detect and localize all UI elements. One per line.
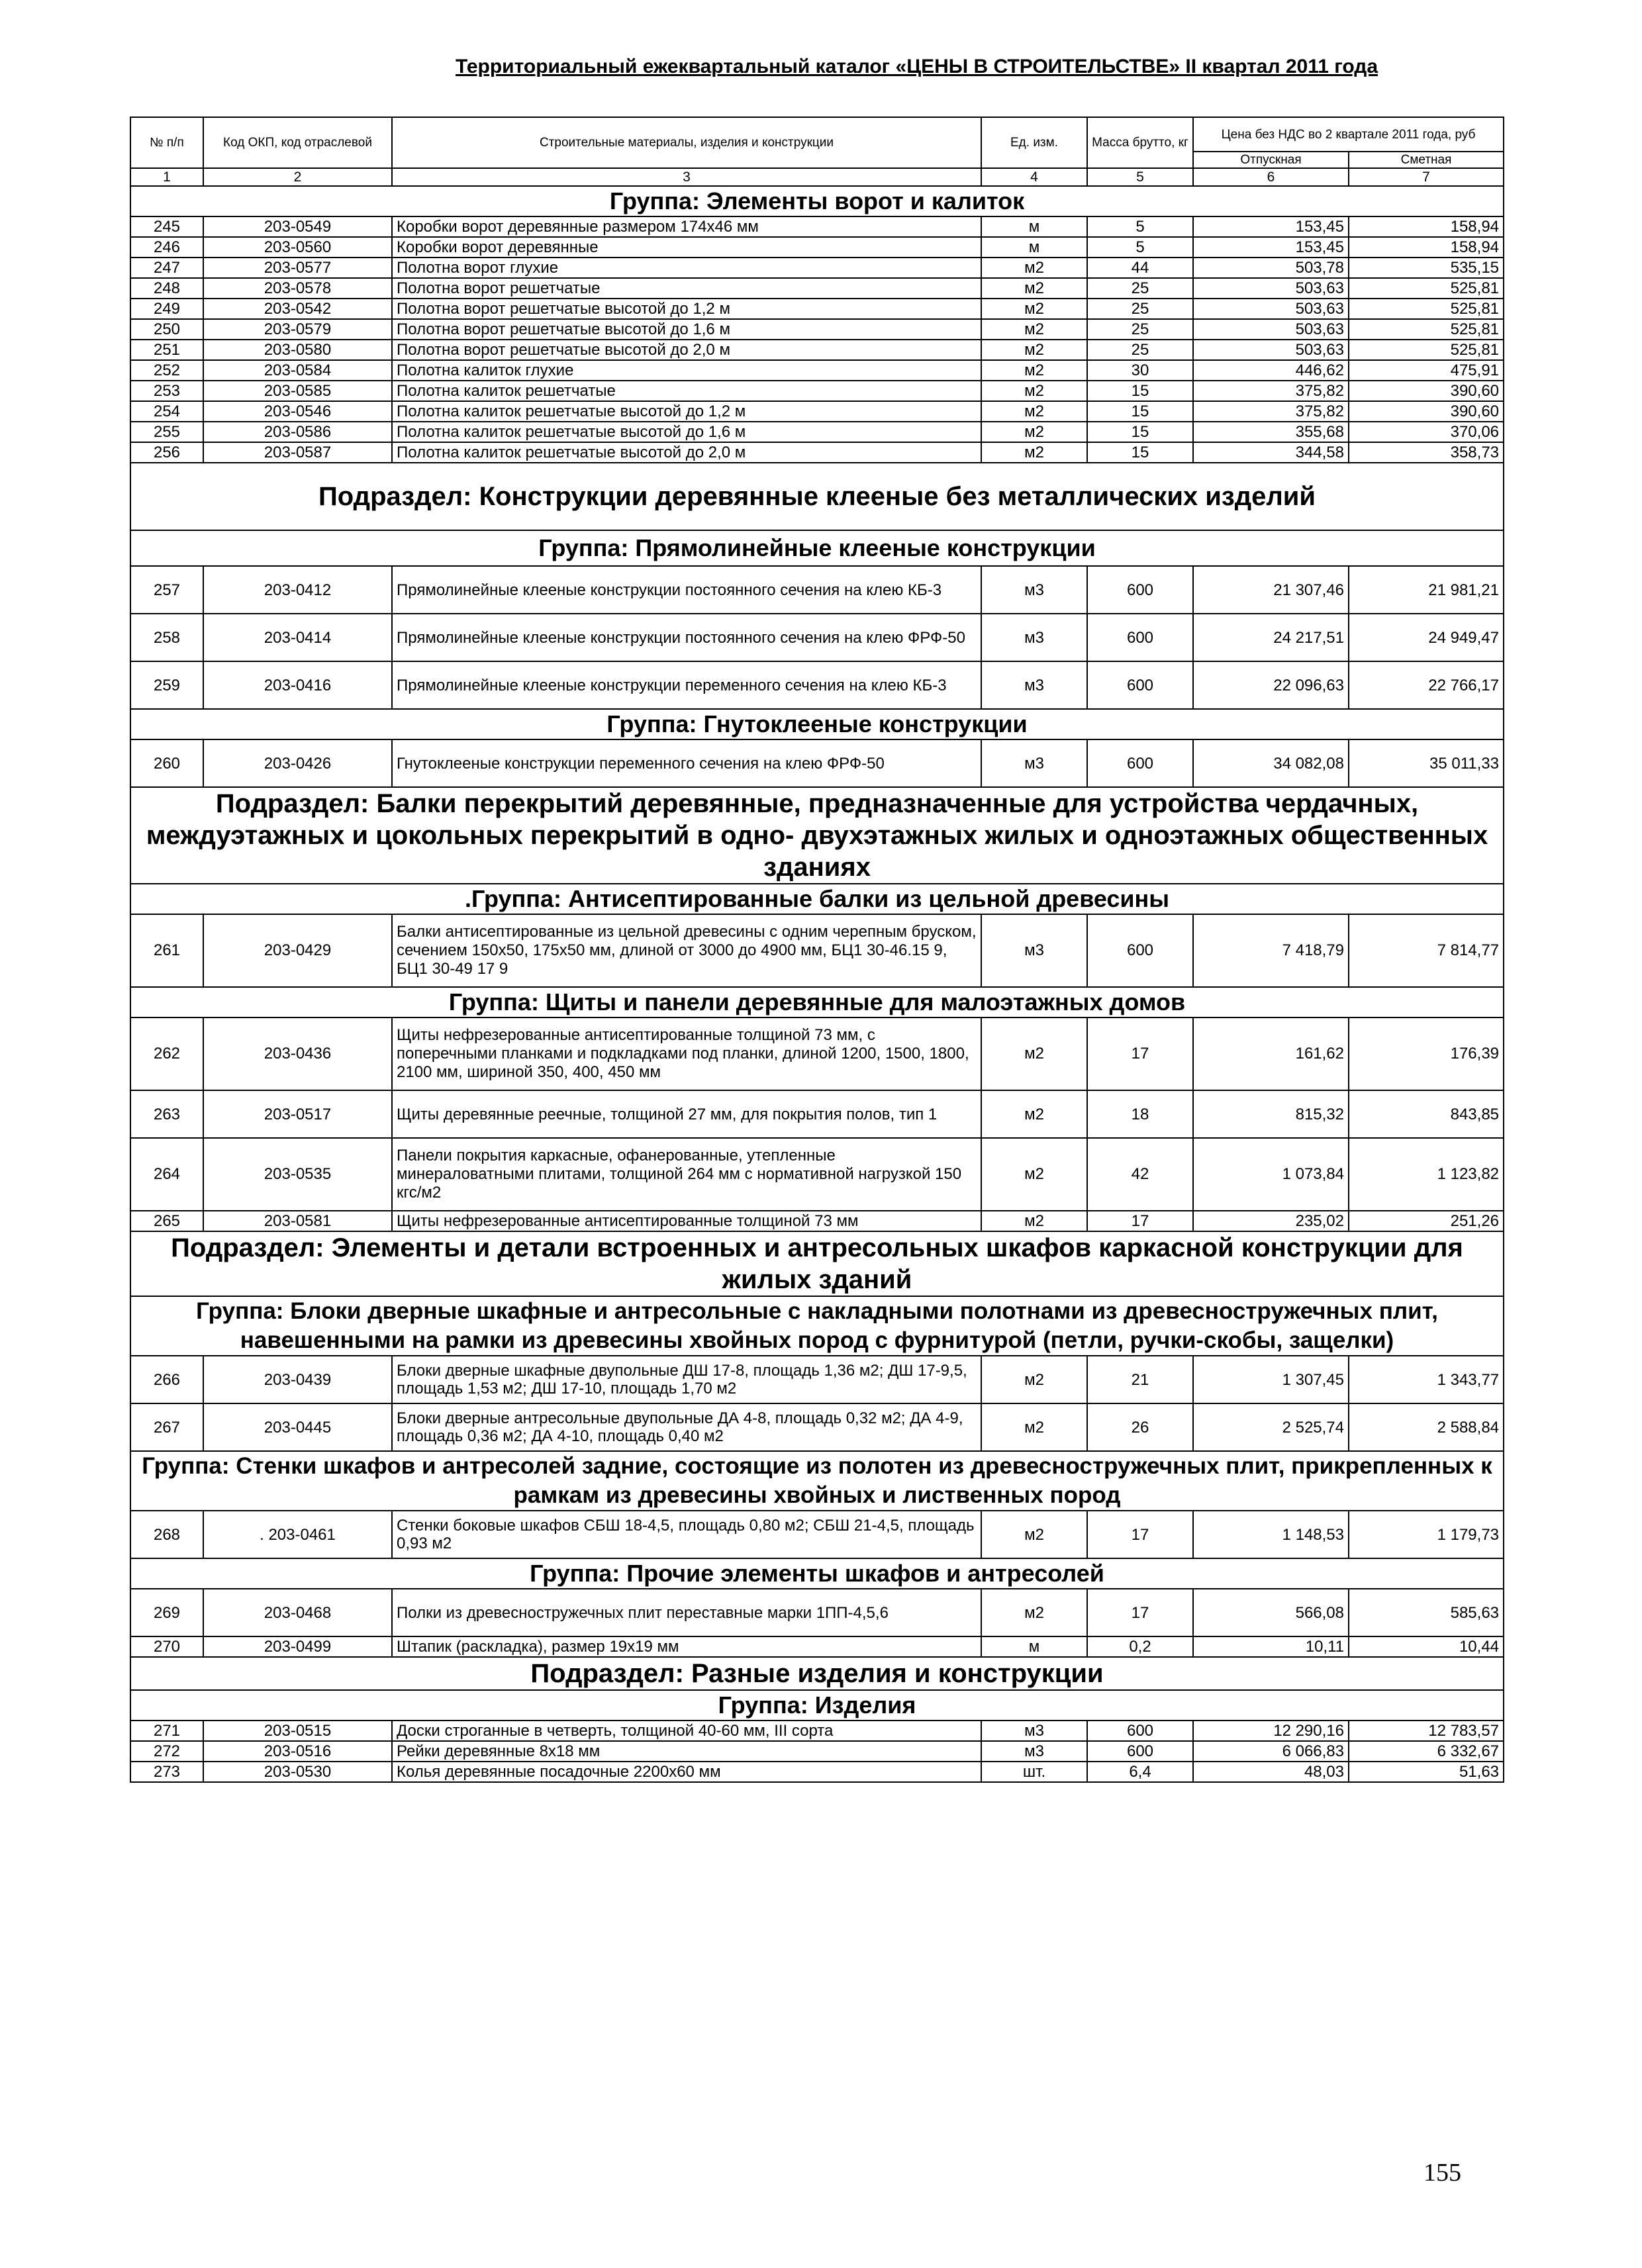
group-heading: Группа: Элементы ворот и калиток <box>130 186 1504 216</box>
table-row <box>130 914 1504 987</box>
table-row <box>130 661 1504 709</box>
price-release: 1 307,45 <box>1193 1356 1349 1403</box>
row-number: 257 <box>130 566 203 614</box>
okp-code: 203-0414 <box>203 614 392 661</box>
col-header-price-group: Цена без НДС во 2 квартале 2011 года, руб <box>1193 117 1504 152</box>
mass: 25 <box>1087 340 1193 360</box>
unit: м2 <box>981 422 1087 442</box>
row-number: 269 <box>130 1589 203 1636</box>
mass: 15 <box>1087 422 1193 442</box>
okp-code: 203-0587 <box>203 442 392 463</box>
price-release: 10,11 <box>1193 1636 1349 1657</box>
okp-code: 203-0439 <box>203 1356 392 1403</box>
okp-code: 203-0516 <box>203 1741 392 1762</box>
table-row <box>130 278 1504 299</box>
price-estimate: 7 814,77 <box>1349 914 1504 987</box>
unit: м2 <box>981 442 1087 463</box>
mass: 25 <box>1087 299 1193 319</box>
row-number: 268 <box>130 1511 203 1558</box>
item-name: Панели покрытия каркасные, офанерованные, утепленные минераловатными плитами, толщиной 264 мм с нормативной нагрузкой 150 кгс/м2 <box>392 1138 981 1211</box>
column-number: 7 <box>1349 168 1504 186</box>
mass: 0,2 <box>1087 1636 1193 1657</box>
price-estimate: 1 179,73 <box>1349 1511 1504 1558</box>
item-name: Щиты деревянные реечные, толщиной 27 мм, для покрытия полов, тип 1 <box>392 1090 981 1138</box>
mass: 600 <box>1087 566 1193 614</box>
table-row <box>130 1762 1504 1782</box>
mass: 17 <box>1087 1589 1193 1636</box>
price-release: 344,58 <box>1193 442 1349 463</box>
price-estimate: 12 783,57 <box>1349 1721 1504 1741</box>
item-name: Стенки боковые шкафов СБШ 18-4,5, площадь 0,80 м2; СБШ 21-4,5, площадь 0,93 м2 <box>392 1511 981 1558</box>
price-estimate: 390,60 <box>1349 401 1504 422</box>
mass: 18 <box>1087 1090 1193 1138</box>
item-name: Прямолинейные клееные конструкции постоянного сечения на клею ФРФ-50 <box>392 614 981 661</box>
price-release: 503,63 <box>1193 319 1349 340</box>
price-estimate: 35 011,33 <box>1349 739 1504 787</box>
group-row <box>130 709 1504 739</box>
subsection-row <box>130 1231 1504 1296</box>
item-name: Коробки ворот деревянные размером 174х46 мм <box>392 216 981 237</box>
unit: м2 <box>981 1017 1087 1090</box>
column-numbers-row <box>130 168 1504 186</box>
unit: м3 <box>981 614 1087 661</box>
table-row <box>130 739 1504 787</box>
table-body <box>130 186 1504 1782</box>
price-release: 12 290,16 <box>1193 1721 1349 1741</box>
okp-code: 203-0585 <box>203 381 392 401</box>
mass: 15 <box>1087 442 1193 463</box>
table-row <box>130 319 1504 340</box>
price-release: 355,68 <box>1193 422 1349 442</box>
subsection-heading: Подраздел: Элементы и детали встроенных и антресольных шкафов каркасной конструкции для жилых зданий <box>130 1231 1504 1296</box>
okp-code: 203-0579 <box>203 319 392 340</box>
group-heading: Группа: Гнутоклееные конструкции <box>130 709 1504 739</box>
price-estimate: 358,73 <box>1349 442 1504 463</box>
table-row <box>130 422 1504 442</box>
mass: 15 <box>1087 381 1193 401</box>
item-name: Полотна ворот решетчатые высотой до 1,2 м <box>392 299 981 319</box>
table-row <box>130 1090 1504 1138</box>
row-number: 260 <box>130 739 203 787</box>
item-name: Полки из древесностружечных плит переставные марки 1ПП-4,5,6 <box>392 1589 981 1636</box>
group-row <box>130 186 1504 216</box>
mass: 5 <box>1087 216 1193 237</box>
okp-code: 203-0429 <box>203 914 392 987</box>
row-number: 255 <box>130 422 203 442</box>
item-name: Щиты нефрезерованные антисептированные толщиной 73 мм <box>392 1211 981 1231</box>
row-number: 273 <box>130 1762 203 1782</box>
price-release: 2 525,74 <box>1193 1403 1349 1451</box>
row-number: 254 <box>130 401 203 422</box>
subsection-row <box>130 463 1504 530</box>
table-row <box>130 360 1504 381</box>
mass: 42 <box>1087 1138 1193 1211</box>
group-row <box>130 1451 1504 1511</box>
item-name: Блоки дверные шкафные двупольные ДШ 17-8, площадь 1,36 м2; ДШ 17-9,5, площадь 1,53 м2; ДШ 17-10, площадь 1,70 м2 <box>392 1356 981 1403</box>
mass: 15 <box>1087 401 1193 422</box>
subsection-row <box>130 787 1504 884</box>
okp-code: . 203-0461 <box>203 1511 392 1558</box>
column-number: 2 <box>203 168 392 186</box>
unit: м2 <box>981 360 1087 381</box>
unit: м2 <box>981 1211 1087 1231</box>
unit: м2 <box>981 1090 1087 1138</box>
mass: 600 <box>1087 614 1193 661</box>
item-name: Полотна калиток решетчатые высотой до 1,2 м <box>392 401 981 422</box>
item-name: Штапик (раскладка), размер 19х19 мм <box>392 1636 981 1657</box>
unit: м3 <box>981 1721 1087 1741</box>
col-header-code: Код ОКП, код отраслевой <box>203 117 392 168</box>
item-name: Блоки дверные антресольные двупольные ДА 4-8, площадь 0,32 м2; ДА 4-9, площадь 0,36 м2; ДА 4-10, площадь 0,40 м2 <box>392 1403 981 1451</box>
item-name: Доски строганные в четверть, толщиной 40-60 мм, III сорта <box>392 1721 981 1741</box>
row-number: 248 <box>130 278 203 299</box>
price-estimate: 158,94 <box>1349 237 1504 258</box>
unit: м2 <box>981 401 1087 422</box>
group-heading: .Группа: Антисептированные балки из цельной древесины <box>130 884 1504 914</box>
row-number: 256 <box>130 442 203 463</box>
mass: 600 <box>1087 1721 1193 1741</box>
okp-code: 203-0517 <box>203 1090 392 1138</box>
price-release: 34 082,08 <box>1193 739 1349 787</box>
price-release: 503,63 <box>1193 278 1349 299</box>
col-header-mass: Масса брутто, кг <box>1087 117 1193 168</box>
table-row <box>130 1403 1504 1451</box>
item-name: Полотна ворот решетчатые высотой до 1,6 м <box>392 319 981 340</box>
unit: м2 <box>981 381 1087 401</box>
unit: м3 <box>981 739 1087 787</box>
mass: 17 <box>1087 1211 1193 1231</box>
price-estimate: 525,81 <box>1349 340 1504 360</box>
price-estimate: 10,44 <box>1349 1636 1504 1657</box>
okp-code: 203-0468 <box>203 1589 392 1636</box>
row-number: 249 <box>130 299 203 319</box>
unit: м2 <box>981 258 1087 278</box>
okp-code: 203-0542 <box>203 299 392 319</box>
group-heading: Группа: Прямолинейные клееные конструкции <box>130 530 1504 566</box>
row-number: 264 <box>130 1138 203 1211</box>
item-name: Полотна калиток глухие <box>392 360 981 381</box>
subsection-row <box>130 1657 1504 1690</box>
price-estimate: 51,63 <box>1349 1762 1504 1782</box>
row-number: 261 <box>130 914 203 987</box>
price-release: 6 066,83 <box>1193 1741 1349 1762</box>
item-name: Прямолинейные клееные конструкции переменного сечения на клею КБ-3 <box>392 661 981 709</box>
okp-code: 203-0436 <box>203 1017 392 1090</box>
mass: 600 <box>1087 739 1193 787</box>
row-number: 245 <box>130 216 203 237</box>
item-name: Прямолинейные клееные конструкции постоянного сечения на клею КБ-3 <box>392 566 981 614</box>
price-estimate: 843,85 <box>1349 1090 1504 1138</box>
mass: 600 <box>1087 661 1193 709</box>
price-release: 1 148,53 <box>1193 1511 1349 1558</box>
item-name: Коробки ворот деревянные <box>392 237 981 258</box>
table-row <box>130 401 1504 422</box>
item-name: Гнутоклееные конструкции переменного сечения на клею ФРФ-50 <box>392 739 981 787</box>
table-row <box>130 1589 1504 1636</box>
price-release: 503,63 <box>1193 299 1349 319</box>
row-number: 262 <box>130 1017 203 1090</box>
price-estimate: 585,63 <box>1349 1589 1504 1636</box>
col-header-price-estimate: Сметная <box>1349 152 1504 168</box>
subsection-heading: Подраздел: Балки перекрытий деревянные, предназначенные для устройства чердачных, междуэтажных и цокольных перекрытий в одно- двухэтажных жилых и одноэтажных общественных зданиях <box>130 787 1504 884</box>
group-heading: Группа: Изделия <box>130 1690 1504 1721</box>
mass: 600 <box>1087 914 1193 987</box>
okp-code: 203-0578 <box>203 278 392 299</box>
mass: 17 <box>1087 1017 1193 1090</box>
unit: м <box>981 216 1087 237</box>
okp-code: 203-0586 <box>203 422 392 442</box>
mass: 25 <box>1087 319 1193 340</box>
item-name: Полотна калиток решетчатые высотой до 2,0 м <box>392 442 981 463</box>
okp-code: 203-0412 <box>203 566 392 614</box>
price-release: 503,63 <box>1193 340 1349 360</box>
okp-code: 203-0445 <box>203 1403 392 1451</box>
price-estimate: 176,39 <box>1349 1017 1504 1090</box>
group-row <box>130 884 1504 914</box>
unit: м2 <box>981 278 1087 299</box>
unit: м2 <box>981 319 1087 340</box>
item-name: Полотна ворот решетчатые <box>392 278 981 299</box>
unit: м2 <box>981 1589 1087 1636</box>
price-estimate: 525,81 <box>1349 299 1504 319</box>
price-estimate: 251,26 <box>1349 1211 1504 1231</box>
price-release: 24 217,51 <box>1193 614 1349 661</box>
unit: м2 <box>981 1138 1087 1211</box>
table-row <box>130 1211 1504 1231</box>
price-release: 161,62 <box>1193 1017 1349 1090</box>
col-header-unit: Ед. изм. <box>981 117 1087 168</box>
group-row <box>130 1558 1504 1589</box>
okp-code: 203-0535 <box>203 1138 392 1211</box>
price-table <box>130 117 1504 1783</box>
price-release: 566,08 <box>1193 1589 1349 1636</box>
table-row <box>130 237 1504 258</box>
price-estimate: 22 766,17 <box>1349 661 1504 709</box>
table-row <box>130 614 1504 661</box>
price-estimate: 390,60 <box>1349 381 1504 401</box>
price-release: 503,78 <box>1193 258 1349 278</box>
mass: 44 <box>1087 258 1193 278</box>
price-estimate: 475,91 <box>1349 360 1504 381</box>
table-row <box>130 258 1504 278</box>
okp-code: 203-0426 <box>203 739 392 787</box>
table-row <box>130 566 1504 614</box>
group-heading: Группа: Прочие элементы шкафов и антресолей <box>130 1558 1504 1589</box>
mass: 26 <box>1087 1403 1193 1451</box>
col-header-price-release: Отпускная <box>1193 152 1349 168</box>
unit: м3 <box>981 914 1087 987</box>
group-row <box>130 530 1504 566</box>
group-heading: Группа: Щиты и панели деревянные для малоэтажных домов <box>130 987 1504 1017</box>
okp-code: 203-0546 <box>203 401 392 422</box>
table-row <box>130 381 1504 401</box>
mass: 30 <box>1087 360 1193 381</box>
item-name: Балки антисептированные из цельной древесины с одним черепным бруском, сечением 150х50, 175х50 мм, длиной от 3000 до 4900 мм, БЦ1 30-46.15 9, БЦ1 30-49 17 9 <box>392 914 981 987</box>
item-name: Рейки деревянные 8х18 мм <box>392 1741 981 1762</box>
okp-code: 203-0530 <box>203 1762 392 1782</box>
table-row <box>130 442 1504 463</box>
price-release: 22 096,63 <box>1193 661 1349 709</box>
price-estimate: 535,15 <box>1349 258 1504 278</box>
row-number: 267 <box>130 1403 203 1451</box>
price-release: 153,45 <box>1193 216 1349 237</box>
price-release: 48,03 <box>1193 1762 1349 1782</box>
table-row <box>130 1636 1504 1657</box>
mass: 6,4 <box>1087 1762 1193 1782</box>
unit: м2 <box>981 1511 1087 1558</box>
price-release: 7 418,79 <box>1193 914 1349 987</box>
table-row <box>130 216 1504 237</box>
table-row <box>130 1138 1504 1211</box>
group-heading: Группа: Блоки дверные шкафные и антресольные с накладными полотнами из древесностружечных плит, навешенными на рамки из древесины хвойных пород с фурнитурой (петли, ручки-скобы, защелки) <box>130 1296 1504 1356</box>
price-estimate: 525,81 <box>1349 278 1504 299</box>
unit: м3 <box>981 661 1087 709</box>
subsection-heading: Подраздел: Конструкции деревянные клееные без металлических изделий <box>130 463 1504 530</box>
row-number: 258 <box>130 614 203 661</box>
row-number: 247 <box>130 258 203 278</box>
item-name: Полотна калиток решетчатые высотой до 1,6 м <box>392 422 981 442</box>
item-name: Полотна калиток решетчатые <box>392 381 981 401</box>
col-header-num: № п/п <box>130 117 203 168</box>
mass: 17 <box>1087 1511 1193 1558</box>
price-release: 1 073,84 <box>1193 1138 1349 1211</box>
okp-code: 203-0515 <box>203 1721 392 1741</box>
okp-code: 203-0560 <box>203 237 392 258</box>
price-estimate: 158,94 <box>1349 216 1504 237</box>
price-release: 375,82 <box>1193 381 1349 401</box>
column-number: 3 <box>392 168 981 186</box>
price-release: 815,32 <box>1193 1090 1349 1138</box>
subsection-heading: Подраздел: Разные изделия и конструкции <box>130 1657 1504 1690</box>
okp-code: 203-0416 <box>203 661 392 709</box>
row-number: 252 <box>130 360 203 381</box>
table-row <box>130 1017 1504 1090</box>
column-number: 4 <box>981 168 1087 186</box>
item-name: Колья деревянные посадочные 2200х60 мм <box>392 1762 981 1782</box>
price-estimate: 525,81 <box>1349 319 1504 340</box>
group-row <box>130 1296 1504 1356</box>
price-release: 153,45 <box>1193 237 1349 258</box>
row-number: 272 <box>130 1741 203 1762</box>
row-number: 271 <box>130 1721 203 1741</box>
column-number: 1 <box>130 168 203 186</box>
price-estimate: 1 123,82 <box>1349 1138 1504 1211</box>
unit: м3 <box>981 566 1087 614</box>
okp-code: 203-0577 <box>203 258 392 278</box>
group-row <box>130 1690 1504 1721</box>
unit: шт. <box>981 1762 1087 1782</box>
unit: м <box>981 237 1087 258</box>
table-row <box>130 1721 1504 1741</box>
row-number: 246 <box>130 237 203 258</box>
col-header-name: Строительные материалы, изделия и конструкции <box>392 117 981 168</box>
price-release: 235,02 <box>1193 1211 1349 1231</box>
okp-code: 203-0581 <box>203 1211 392 1231</box>
table-row <box>130 299 1504 319</box>
group-row <box>130 987 1504 1017</box>
row-number: 251 <box>130 340 203 360</box>
row-number: 263 <box>130 1090 203 1138</box>
price-release: 21 307,46 <box>1193 566 1349 614</box>
item-name: Щиты нефрезерованные антисептированные толщиной 73 мм, с поперечными планками и подкладками под планки, длиной 1200, 1500, 1800, 2100 мм, шириной 350, 400, 450 мм <box>392 1017 981 1090</box>
mass: 5 <box>1087 237 1193 258</box>
table-row <box>130 1741 1504 1762</box>
column-number: 6 <box>1193 168 1349 186</box>
row-number: 259 <box>130 661 203 709</box>
unit: м2 <box>981 1356 1087 1403</box>
price-release: 446,62 <box>1193 360 1349 381</box>
table-row <box>130 1511 1504 1558</box>
okp-code: 203-0549 <box>203 216 392 237</box>
unit: м <box>981 1636 1087 1657</box>
catalog-header-title: Территориальный ежеквартальный каталог «ЦЕНЫ В СТРОИТЕЛЬСТВЕ» II квартал 2011 года <box>456 56 1378 77</box>
price-estimate: 21 981,21 <box>1349 566 1504 614</box>
okp-code: 203-0499 <box>203 1636 392 1657</box>
okp-code: 203-0584 <box>203 360 392 381</box>
table-row <box>130 340 1504 360</box>
mass: 600 <box>1087 1741 1193 1762</box>
price-estimate: 370,06 <box>1349 422 1504 442</box>
item-name: Полотна ворот глухие <box>392 258 981 278</box>
price-estimate: 1 343,77 <box>1349 1356 1504 1403</box>
price-estimate: 6 332,67 <box>1349 1741 1504 1762</box>
price-estimate: 2 588,84 <box>1349 1403 1504 1451</box>
unit: м2 <box>981 299 1087 319</box>
mass: 21 <box>1087 1356 1193 1403</box>
row-number: 250 <box>130 319 203 340</box>
unit: м3 <box>981 1741 1087 1762</box>
row-number: 266 <box>130 1356 203 1403</box>
mass: 25 <box>1087 278 1193 299</box>
price-release: 375,82 <box>1193 401 1349 422</box>
page-number: 155 <box>1424 2159 1461 2187</box>
item-name: Полотна ворот решетчатые высотой до 2,0 м <box>392 340 981 360</box>
column-number: 5 <box>1087 168 1193 186</box>
price-estimate: 24 949,47 <box>1349 614 1504 661</box>
okp-code: 203-0580 <box>203 340 392 360</box>
row-number: 270 <box>130 1636 203 1657</box>
unit: м2 <box>981 340 1087 360</box>
table-row <box>130 1356 1504 1403</box>
row-number: 253 <box>130 381 203 401</box>
unit: м2 <box>981 1403 1087 1451</box>
group-heading: Группа: Стенки шкафов и антресолей задние, состоящие из полотен из древесностружечных плит, прикрепленных к рамкам из древесины хвойных и лиственных пород <box>130 1451 1504 1511</box>
row-number: 265 <box>130 1211 203 1231</box>
